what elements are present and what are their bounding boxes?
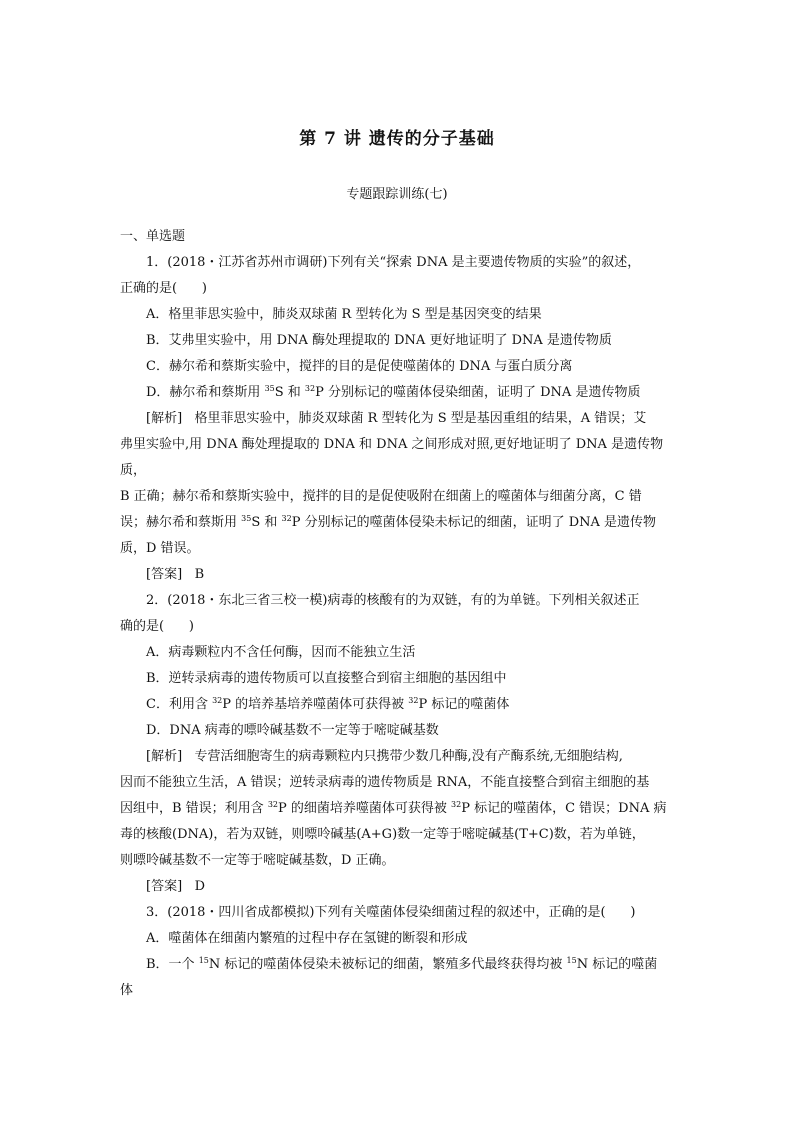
q2-option-a: A．病毒颗粒内不含任何酶，因而不能独立生活 (146, 645, 416, 660)
section-heading: 一、单选题 (120, 229, 186, 244)
q2-option-b: B．逆转录病毒的遗传物质可以直接整合到宿主细胞的基因组中 (146, 671, 507, 686)
q1-explanation-line5: 质，D 错误。 (120, 541, 200, 556)
q2-answer: [答案] D (146, 879, 205, 894)
q1-explanation-line2: 弗里实验中,用 DNA 酶处理提取的 DNA 和 DNA 之间形成对照,更好地证明了 DNA 是遗传物质， (120, 437, 664, 478)
q2-explanation-line5: 则嘌呤碱基数不一定等于嘧啶碱基数，D 正确。 (120, 853, 395, 868)
q2-explanation-line4: 毒的核酸(DNA)，若为双链，则嘌呤碱基(A+G)数一定等于嘧啶碱基(T+C)数，若为单链， (120, 827, 645, 842)
q2-stem-line2: 确的是( ) (120, 619, 194, 634)
q2-stem-line1: 2．(2018・东北三省三校一模)病毒的核酸有的为双链，有的为单链。下列相关叙述正 (146, 593, 640, 608)
q2-explanation-line3: 因组中，B 错误；利用含 $^{32}$P 的细菌培养噬菌体可获得被 $^{32}$P 标记的噬菌体，C 错误；DNA 病 (120, 800, 667, 816)
q3-stem: 3．(2018・四川省成都模拟)下列有关噬菌体侵染细菌过程的叙述中，正确的是( ) (146, 905, 636, 920)
q2-explanation-line1: [解析] 专营活细胞寄生的病毒颗粒内只携带少数几种酶,没有产酶系统,无细胞结构, (146, 749, 623, 764)
q1-option-b: B．艾弗里实验中，用 DNA 酶处理提取的 DNA 更好地证明了 DNA 是遗传物质 (146, 333, 612, 348)
q1-option-c: C．赫尔希和蔡斯实验中，搅拌的目的是促使噬菌体的 DNA 与蛋白质分离 (146, 359, 573, 374)
q3-option-b-line2: 体 (120, 983, 134, 998)
content-body (120, 224, 676, 1004)
q2-option-d: D．DNA 病毒的嘌呤碱基数不一定等于嘧啶碱基数 (146, 723, 439, 738)
q3-option-b-line1: B．一个 $^{15}$N 标记的噬菌体侵染未被标记的细菌，繁殖多代最终获得均被 $^{15}$N 标记的噬菌 (146, 956, 658, 972)
q1-explanation-line1: [解析] 格里菲思实验中，肺炎双球菌 R 型转化为 S 型是基因重组的结果，A 错误；艾 (146, 411, 647, 426)
page-title: 第 7 讲 遗传的分子基础 (299, 129, 495, 149)
q1-option-d: D．赫尔希和蔡斯用 $^{35}$S 和 $^{32}$P 分别标记的噬菌体侵染细菌，证明了 DNA 是遗传物质 (146, 384, 641, 400)
q2-explanation-line2: 因而不能独立生活，A 错误；逆转录病毒的遗传物质是 RNA，不能直接整合到宿主细胞的基 (120, 775, 650, 790)
q1-explanation-line3: B 正确；赫尔希和蔡斯实验中，搅拌的目的是促使吸附在细菌上的噬菌体与细菌分离，C 错 (120, 489, 642, 504)
q1-stem-line1: 1．(2018・江苏省苏州市调研)下列有关“探索 DNA 是主要遗传物质的实验”的叙述， (146, 255, 641, 270)
q1-option-a: A．格里菲思实验中，肺炎双球菌 R 型转化为 S 型是基因突变的结果 (146, 307, 542, 322)
q2-option-c: C．利用含 $^{32}$P 的培养基培养噬菌体可获得被 $^{32}$P 标记的噬菌体 (146, 696, 510, 712)
q1-answer: [答案] B (146, 567, 205, 582)
q1-stem-line2: 正确的是( ) (120, 281, 207, 296)
q3-option-a: A．噬菌体在细菌内繁殖的过程中存在氢键的断裂和形成 (146, 931, 468, 946)
page-subtitle: 专题跟踪训练(七) (346, 187, 448, 202)
q1-explanation-line4: 误；赫尔希和蔡斯用 $^{35}$S 和 $^{32}$P 分别标记的噬菌体侵染未标记的细菌，证明了 DNA 是遗传物 (120, 514, 657, 530)
